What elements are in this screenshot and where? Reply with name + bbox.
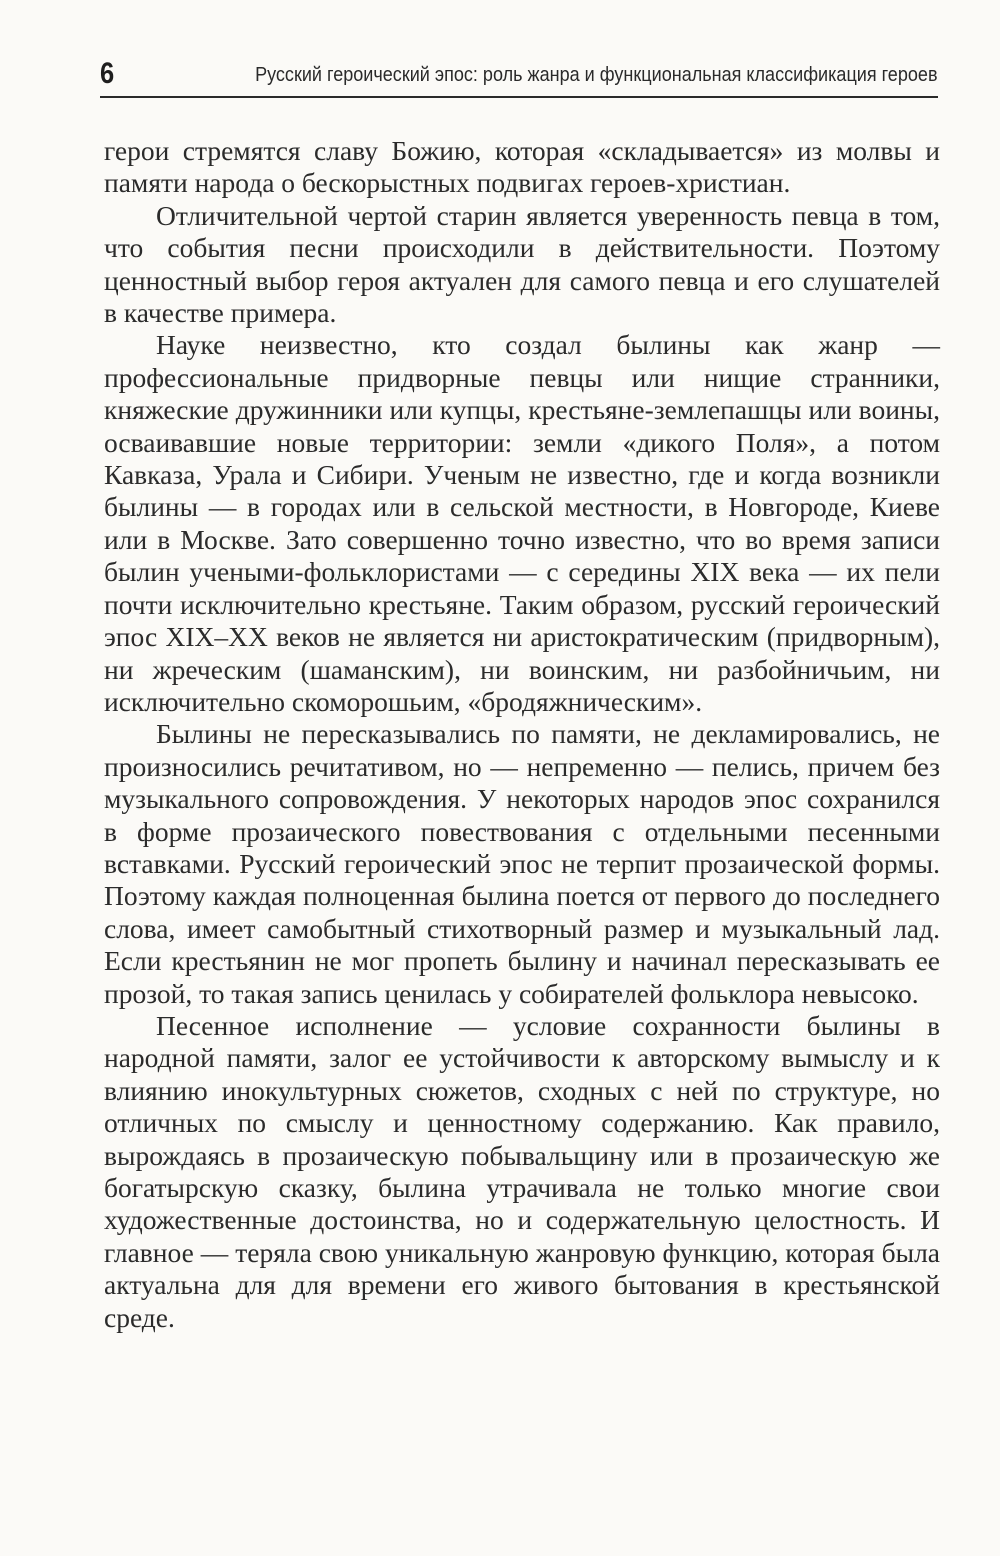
paragraph: Науке неизвестно, кто создал былины как жанр — профессиональные придворные певцы или нищие странники, княжеские дружинники или купцы, крестьяне-землепашцы или воины, осваивавшие новые территории: земли «дикого Поля», а потом Кавказа, Урала и Сибири. Ученым не известно, где и когда возникли былины — в городах или в сельской местности, в Новгороде, Киеве или в Москве. Зато совершенно точно известно, что во время записи былин учеными-фольклористами — с середины XIX века — их пели почти исключительно крестьяне. Таким образом, русский героический эпос XIX–XX веков не является ни аристократическим (придворным), ни жреческим (шаманским), ни воинским, ни разбойничьим, ни исключительно скоморошьим, «бродяжническим».: [104, 329, 940, 717]
running-head: [100, 56, 938, 98]
body-text: [104, 135, 940, 1334]
paragraph: Былины не пересказывались по памяти, не декламировались, не произносились речитативом, но — непременно — пелись, причем без музыкального сопровождения. У некоторых народов эпос сохранился в форме прозаического повествования с отдельными песенными вставками. Русский героический эпос не терпит прозаической формы. Поэтому каждая полноценная былина поется от первого до последнего слова, имеет самобытный стихотворный размер и музыкальный лад. Если крестьянин не мог пропеть былину и начинал пересказывать ее прозой, то такая запись ценилась у собирателей фольклора невысоко.: [104, 718, 940, 1009]
paragraph: Отличительной чертой старин является уверенность певца в том, что события песни происходили в действительности. Поэтому ценностный выбор героя актуален для самого певца и его слушателей в качестве примера.: [104, 199, 940, 329]
page-number: 6: [100, 57, 115, 90]
running-title: Русский героический эпос: роль жанра и функциональная классификация героев: [255, 63, 938, 86]
paragraph: Песенное исполнение — условие сохранности былины в народной памяти, залог ее устойчивости к авторскому вымыслу и к влиянию инокультурных сюжетов, сходных с ней по структуре, но отличных по смыслу и ценностному содержанию. Как правило, вырождаясь в прозаическую побывальщину или в прозаическую же богатырскую сказку, былина утрачивала не только многие свои художественные достоинства, но и содержательную целостность. И главное — теряла свою уникальную жанровую функцию, которая была актуальна для для времени его живого бытования в крестьянской среде.: [104, 1009, 940, 1333]
paragraph-continuation: герои стремятся славу Божию, которая «складывается» из молвы и памяти народа о бескорыстных подвигах героев-христиан.: [104, 135, 940, 199]
